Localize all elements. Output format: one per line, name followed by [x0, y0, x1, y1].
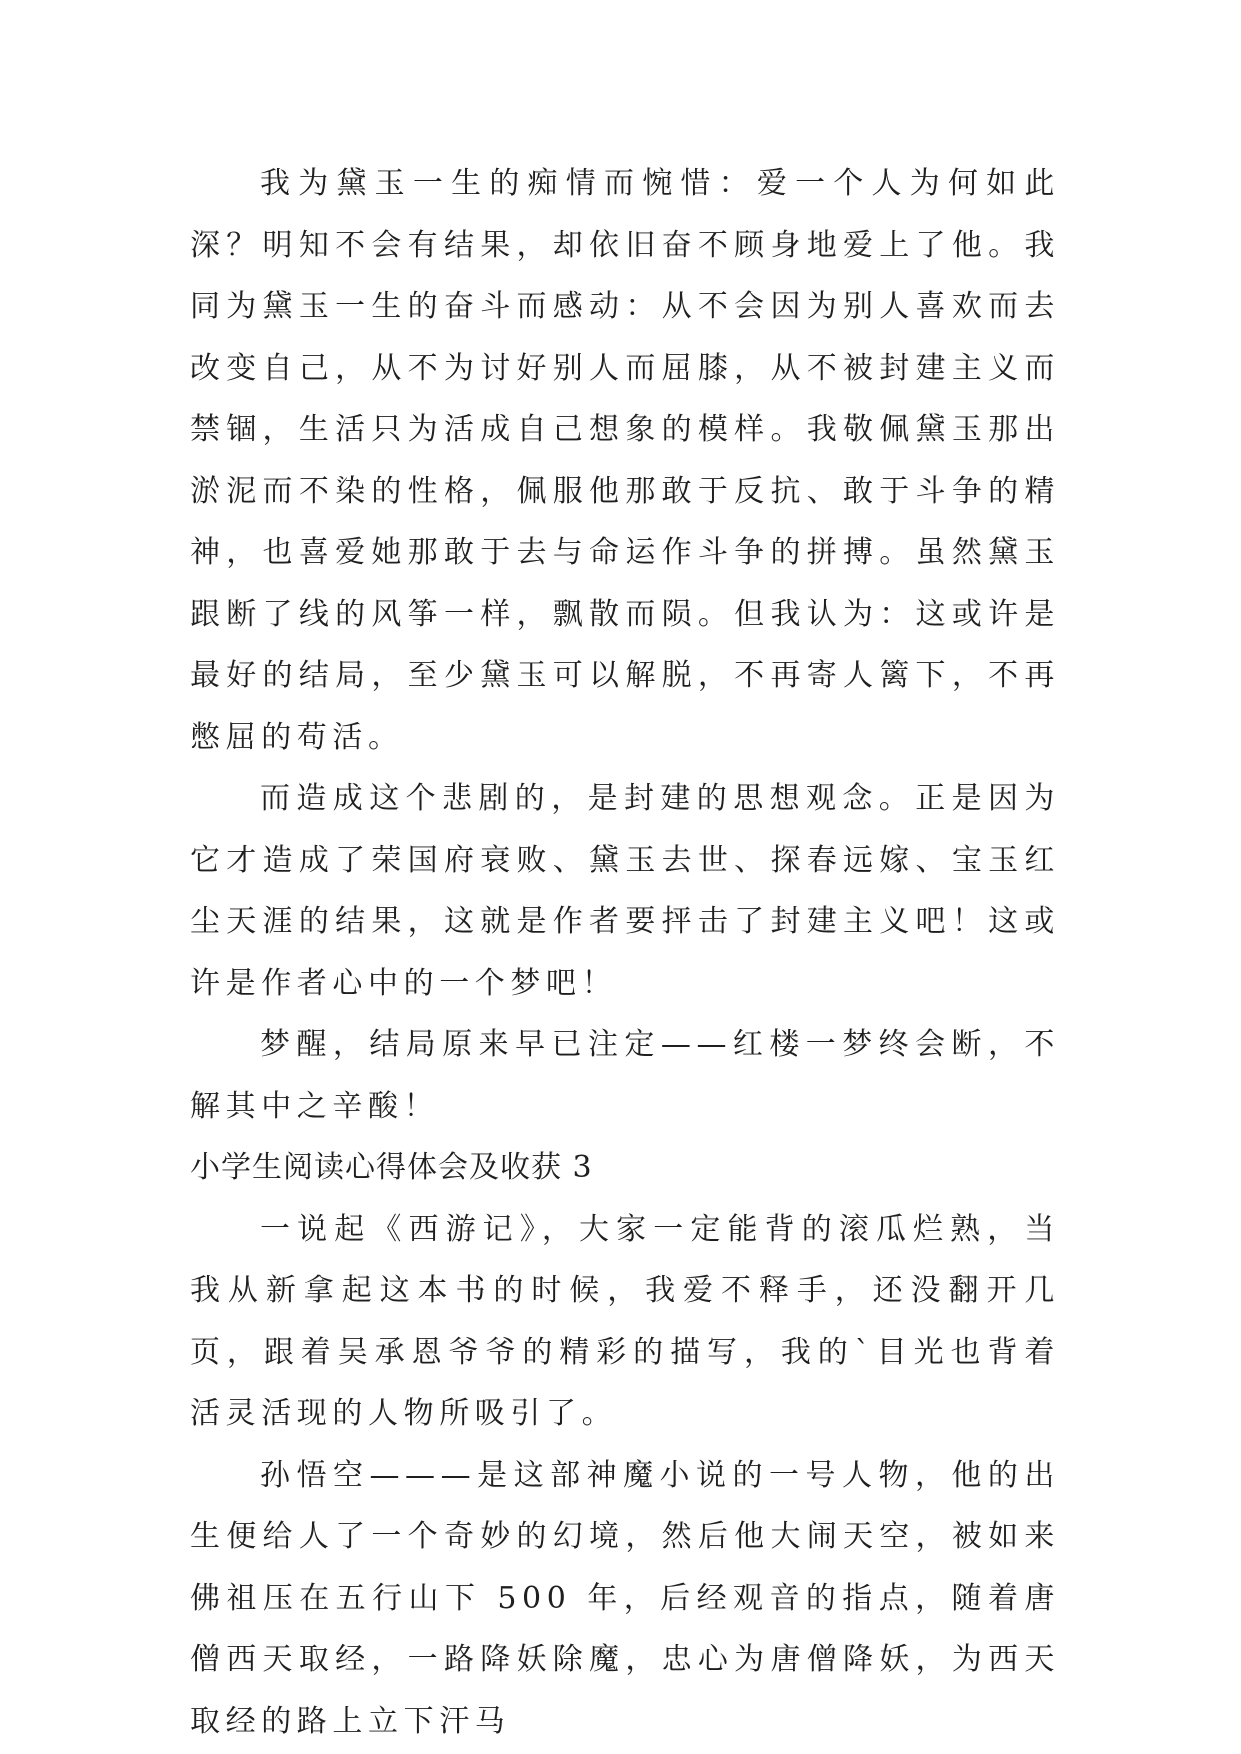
paragraph-daiyu-reflection: 我为黛玉一生的痴情而惋惜：爱一个人为何如此深？明知不会有结果，却依旧奋不顾身地爱上了他。我同为黛玉一生的奋斗而感动：从不会因为别人喜欢而去改变自己，从不为讨好别人而屈膝，从不被封建主义而禁锢，生活只为活成自己想象的模样。我敬佩黛玉那出淤泥而不染的性格，佩服他那敢于反抗、敢于斗争的精神，也喜爱她那敢于去与命运作斗争的拼搏。虽然黛玉跟断了线的风筝一样，飘散而陨。但我认为：这或许是最好的结局，至少黛玉可以解脱，不再寄人篱下，不再憋屈的苟活。	[190, 166, 1060, 755]
paragraph-feudal-tragedy: 而造成这个悲剧的，是封建的思想观念。正是因为它才造成了荣国府衰败、黛玉去世、探春远嫁、宝玉红尘天涯的结果，这就是作者要抨击了封建主义吧！这或许是作者心中的一个梦吧！	[190, 781, 1060, 1001]
paragraph-sun-wukong: 孙悟空———是这部神魔小说的一号人物，他的出生便给人了一个奇妙的幻境，然后他大闹天空，被如来佛祖压在五行山下 500 年，后经观音的指点，随着唐僧西天取经，一路降妖除魔，忠心为唐僧降妖，为西天取经的路上立下汗马	[190, 1457, 1060, 1739]
paragraph-journey-west-intro: 一说起《西游记》，大家一定能背的滚瓜烂熟，当我从新拿起这本书的时候，我爱不释手，还没翻开几页，跟着吴承恩爷爷的精彩的描写，我的`目光也背着活灵活现的人物所吸引了。	[190, 1211, 1060, 1431]
paragraph-dream-awake: 梦醒，结局原来早已注定——红楼一梦终会断，不解其中之辛酸！	[190, 1027, 1060, 1124]
document-body	[190, 153, 1060, 1752]
section-heading: 小学生阅读心得体会及收获 3	[190, 1150, 593, 1185]
